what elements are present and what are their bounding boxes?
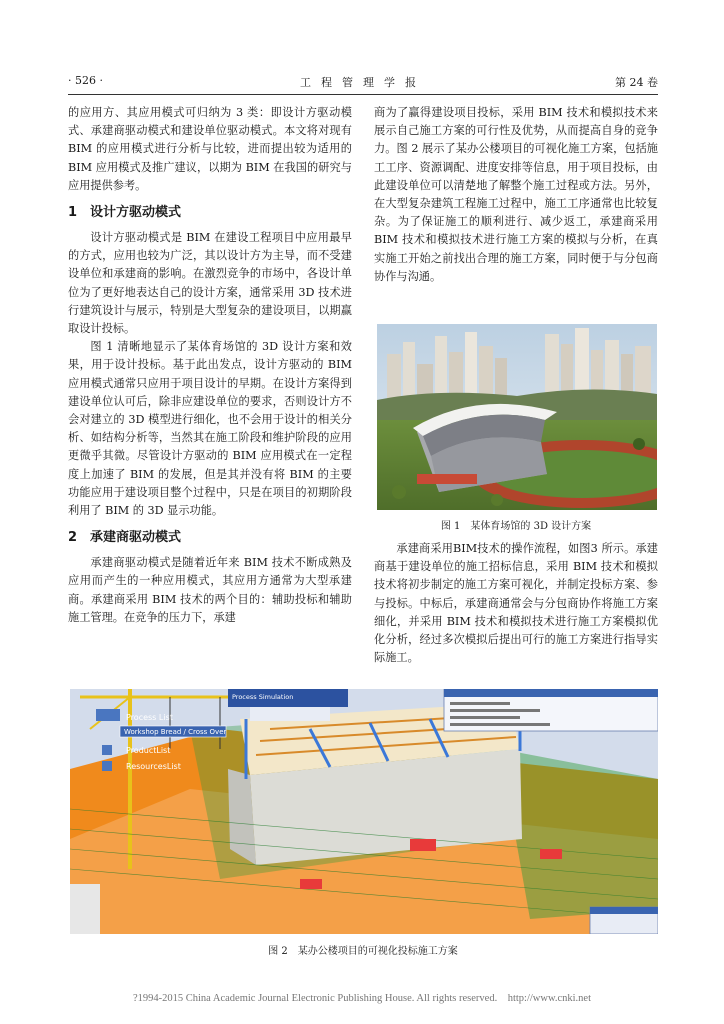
journal-title: 工程管理学报: [300, 76, 426, 89]
right-column-top: [374, 104, 658, 286]
figure-1-caption: 图 1 某体育场馆的 3D 设计方案: [440, 521, 592, 532]
volume-label: 第 24 卷: [615, 76, 658, 89]
header-rule: [68, 94, 658, 95]
paragraph: 设计方驱动模式是 BIM 在建设工程项目中应用最早的方式，应用也较为广泛，其以设计方为主导，而不受建设单位和承建商的影响。在激烈竞争的市场中，各设计单位为了更好地表达自己的设计方案，通常采用 3D 技术进行建筑设计与展示，特别是大型复杂的建设项目，以期赢取设计投标。: [68, 231, 352, 336]
paragraph: 图 1 清晰地显示了某体育场馆的 3D 设计方案和效果，用于设计投标。基于此出发点，设计方驱动的 BIM 应用模式通常只应用于项目设计的早期。在设计方案得到建设单位认可后，除非应建设单位的要求，否则设计方不会对建立的 3D 模型进行细化，也不会用于设计的相关分析、如结构分析等，当然其在施工阶段和维护阶段的应用更微乎其微。尽管设计方驱动的 BIM 应用模式在一定程度上加速了 BIM 的发展，但是其并没有将 BIM 的主要功能应用于建设项目整个过程中，只是在项目的初期阶段利用了 BIM 的 3D 显示功能。: [68, 340, 352, 518]
figure-2-simulation-image: [70, 689, 658, 934]
section-heading-2: 2 承建商驱动模式: [68, 530, 182, 546]
paragraph: 承建商驱动模式是随着近年来 BIM 技术不断成熟及应用而产生的一种应用模式，其应用方通常为大型承建商。承建商采用 BIM 技术的两个目的：辅助投标和辅助施工管理。在竞争的压力下，承建: [68, 556, 352, 624]
dialog-title: Process Simulation: [232, 693, 294, 701]
tree-item: Workshop Bread / Cross Over: [124, 728, 227, 736]
paragraph: 承建商采用BIM技术的操作流程，如图3 所示。承建商基于建设单位的施工招标信息，采用 BIM 技术和模拟技术将初步制定的施工方案可视化，并制定投标方案、参与投标。中标后，承建商通常会与分包商协作将施工方案细化，并采用 BIM 技术和模拟技术进行施工方案模拟优化分析，经过多次模拟后提出可行的施工方案进行指导实际施工。: [374, 542, 658, 665]
running-header: [68, 74, 658, 94]
paragraph: 的应用方、其应用模式可归纳为 3 类：即设计方驱动模式、承建商驱动模式和建设单位驱动模式。本文将对现有 BIM 的应用模式进行分析与比较，进而提出较为适用的 BIM 应用模式及推广建议，以期为 BIM 在我国的研究与应用提供参考。: [68, 106, 352, 192]
right-column-bottom: [374, 540, 658, 667]
figure-2-caption: 图 2 某办公楼项目的可视化投标施工方案: [268, 946, 458, 957]
tree-item: Process List: [126, 713, 173, 722]
page-number: · 526 ·: [68, 74, 103, 87]
figure-1-stadium-image: [377, 324, 657, 510]
tree-item: ProductList: [126, 746, 171, 755]
tree-item: ResourcesList: [126, 762, 181, 771]
section-heading-1: 1 设计方驱动模式: [68, 205, 182, 221]
paragraph: 商为了赢得建设项目投标，采用 BIM 技术和模拟技术来展示自己施工方案的可行性及优势，从而提高自身的竞争力。图 2 展示了某办公楼项目的可视化施工方案，包括施工工序、资源调配、进度安排等信息，用于项目投标，由此建设单位可以清楚地了解整个施工过程或方法。另外，在大型复杂建筑工程施工过程中，施工工序通常也比较复杂。为了保证施工的顺利进行、减少返工，承建商采用 BIM 技术和模拟技术进行施工方案的模拟与分析，在真实施工开始之前找出合理的施工方案，同时便于与分包商协作与沟通。: [374, 106, 658, 283]
left-column: [68, 104, 352, 627]
copyright-footer: ?1994-2015 China Academic Journal Electronic Publishing House. All rights reserved. http://www.cnki.net: [132, 993, 592, 1004]
